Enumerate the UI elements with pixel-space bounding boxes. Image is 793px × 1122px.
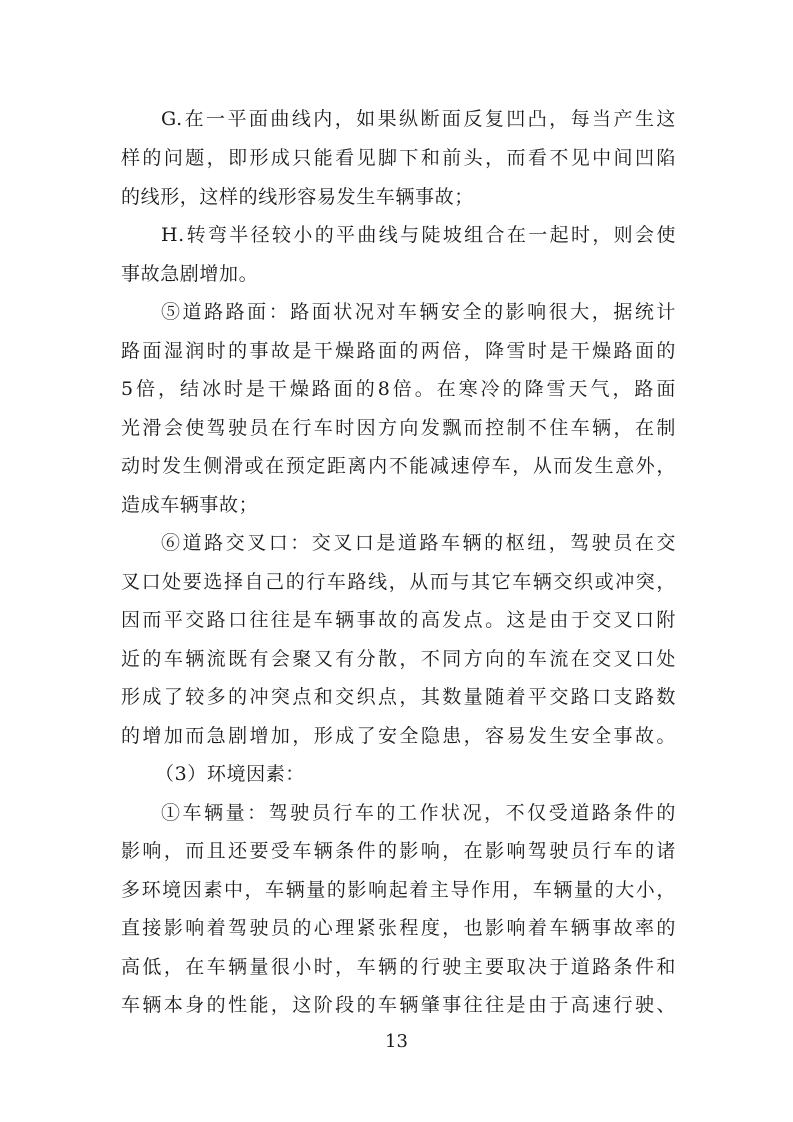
text-line: ⑤道路路面：路面状况对车辆安全的影响很大，据统计 (161, 301, 676, 323)
text-line: 影响，而且还要受车辆条件的影响，在影响驾驶员行车的诸 (121, 840, 676, 862)
text-line: H.转弯半径较小的平曲线与陡坡组合在一起时，则会使 (161, 224, 676, 246)
text-line: 的增加而急剧增加，形成了安全隐患，容易发生安全事故。 (121, 725, 676, 747)
text-line: 直接影响着驾驶员的心理紧张程度，也影响着车辆事故率的 (121, 917, 676, 939)
text-line: 光滑会使驾驶员在行车时因方向发飘而控制不住车辆，在制 (121, 417, 676, 439)
text-line: ⑥道路交叉口：交叉口是道路车辆的枢纽，驾驶员在交 (161, 532, 676, 554)
text-line: G.在一平面曲线内，如果纵断面反复凹凸，每当产生这 (161, 108, 676, 130)
text-line: 高低，在车辆量很小时，车辆的行驶主要取决于道路条件和 (121, 956, 676, 978)
text-line: 事故急剧增加。 (121, 263, 259, 285)
text-line: 的线形，这样的线形容易发生车辆事故； (121, 186, 474, 208)
text-line: 样的问题，即形成只能看见脚下和前头，而看不见中间凹陷 (121, 147, 676, 169)
text-line: 叉口处要选择自己的行车路线，从而与其它车辆交织或冲突， (121, 571, 676, 593)
text-line: 近的车辆流既有会聚又有分散，不同方向的车流在交叉口处 (121, 648, 676, 670)
text-line: 造成车辆事故； (121, 494, 259, 516)
page-number: 13 (385, 1031, 408, 1052)
text-line: 车辆本身的性能，这阶段的车辆肇事往往是由于高速行驶、 (121, 994, 676, 1016)
text-line: 5倍，结冰时是干燥路面的8倍。在寒冷的降雪天气，路面 (121, 378, 676, 400)
text-line: 路面湿润时的事故是干燥路面的两倍，降雪时是干燥路面的 (121, 340, 676, 362)
section-heading: （3）环境因素： (155, 763, 305, 785)
text-line: 形成了较多的冲突点和交织点，其数量随着平交路口支路数 (121, 686, 676, 708)
text-line: 动时发生侧滑或在预定距离内不能减速停车，从而发生意外， (121, 455, 676, 477)
text-line: 多环境因素中，车辆量的影响起着主导作用，车辆量的大小， (121, 879, 676, 901)
text-line: 因而平交路口往往是车辆事故的高发点。这是由于交叉口附 (121, 609, 676, 631)
text-line: ①车辆量：驾驶员行车的工作状况，不仅受道路条件的 (161, 802, 676, 824)
